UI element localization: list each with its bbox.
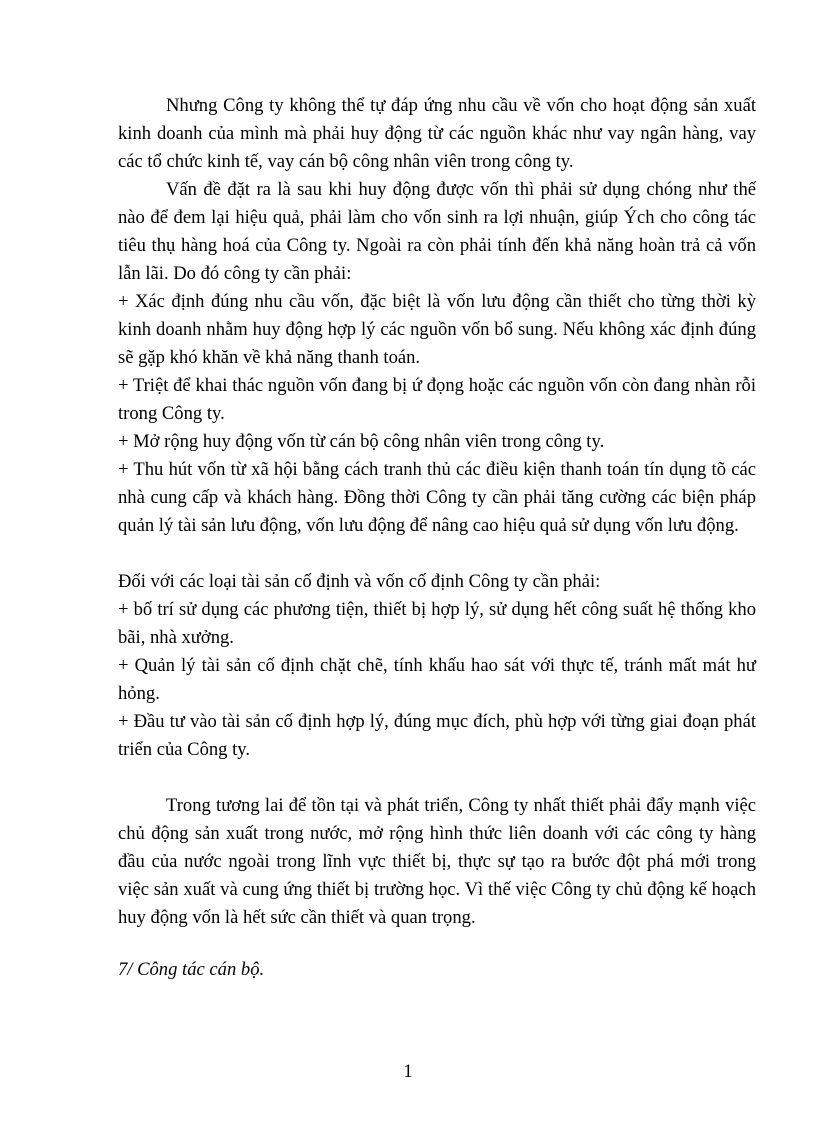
- list-item-manage-fixed-assets: + Quản lý tài sản cố định chặt chẽ, tính khấu hao sát với thực tế, tránh mất mát hư hỏng.: [118, 655, 756, 704]
- list-item-arrange-equipment: + bố trí sử dụng các phương tiện, thiết bị hợp lý, sử dụng hết công suất hệ thống kho bãi, nhà xưởng.: [118, 599, 756, 648]
- list-item-social-capital: + Thu hút vốn từ xã hội bằng cách tranh thủ các điều kiện thanh toán tín dụng tõ các nhà cung cấp và khách hàng. Đồng thời Công ty cần phải tăng cường các biện pháp quản lý tài sản lưu động, vốn lưu động để nâng cao hiệu quả sử dụng vốn lưu động.: [118, 459, 756, 536]
- document-body: [118, 92, 756, 984]
- list-item-employee-capital: + Mở rộng huy động vốn từ cán bộ công nhân viên trong công ty.: [118, 431, 605, 452]
- list-item-invest-fixed-assets: + Đầu tư vào tài sản cố định hợp lý, đúng mục đích, phù hợp với từng giai đoạn phát triển của Công ty.: [118, 711, 756, 760]
- list-item-determine-needs: + Xác định đúng nhu cầu vốn, đặc biệt là vốn lưu động cần thiết cho từng thời kỳ kinh doanh nhằm huy động hợp lý các nguồn vốn bổ sung. Nếu không xác định đúng sẽ gặp khó khăn về khả năng thanh toán.: [118, 291, 756, 368]
- page-number: 1: [403, 1061, 413, 1082]
- paragraph-capital-sources: Nhưng Công ty không thể tự đáp ứng nhu cầu về vốn cho hoạt động sản xuất kinh doanh của mình mà phải huy động từ các nguồn khác như vay ngân hàng, vay các tổ chức kinh tế, vay cán bộ công nhân viên trong công ty.: [118, 95, 756, 172]
- section-heading: 7/ Công tác cán bộ.: [118, 959, 265, 980]
- list-item-exploit-idle-capital: + Triệt để khai thác nguồn vốn đang bị ứ đọng hoặc các nguồn vốn còn đang nhàn rỗi trong Công ty.: [118, 375, 756, 424]
- paragraph-future-development: Trong tương lai để tồn tại và phát triển, Công ty nhất thiết phải đẩy mạnh việc chủ động sản xuất trong nước, mở rộng hình thức liên doanh với các công ty hàng đầu của nước ngoài trong lĩnh vực thiết bị, thực sự tạo ra bước đột phá mới trong việc sản xuất và cung ứng thiết bị trường học. Vì thế việc Công ty chủ động kế hoạch huy động vốn là hết sức cần thiết và quan trọng.: [118, 795, 756, 928]
- paragraph-fixed-assets-intro: Đối với các loại tài sản cố định và vốn cố định Công ty cần phải:: [118, 571, 601, 592]
- paragraph-capital-usage: Vấn đề đặt ra là sau khi huy động được vốn thì phải sử dụng chóng như thế nào để đem lại hiệu quả, phải làm cho vốn sinh ra lợi nhuận, giúp Ých cho công tác tiêu thụ hàng hoá của Công ty. Ngoài ra còn phải tính đến khả năng hoàn trả cả vốn lẫn lãi. Do đó công ty cần phải:: [118, 179, 756, 284]
